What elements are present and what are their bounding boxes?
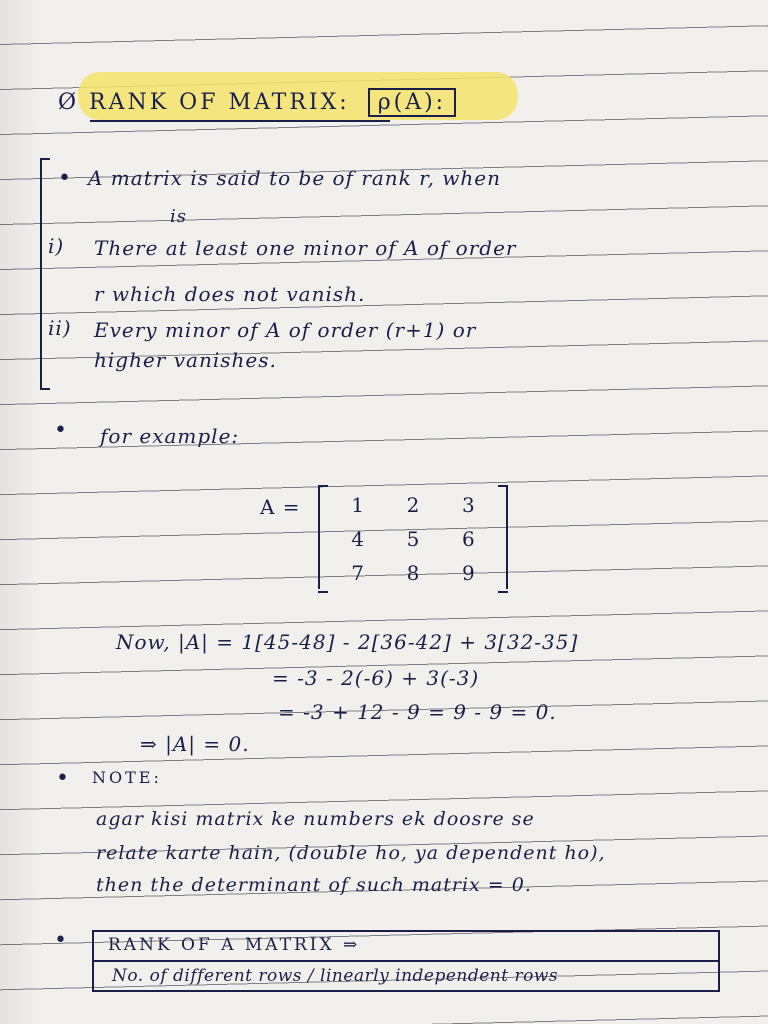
title-boxed-notation: ρ(A):: [368, 88, 456, 117]
matrix-cell: 9: [461, 561, 475, 585]
matrix-grid: [330, 493, 496, 585]
rank-definition-box: [92, 930, 720, 992]
condition-1-label: i): [48, 234, 65, 258]
determinant-calc-line-2: = -3 - 2(-6) + 3(-3): [272, 666, 480, 690]
definition-bracket: [40, 158, 50, 390]
condition-2-label: ii): [48, 316, 72, 340]
definition-insert-word: is: [170, 206, 187, 227]
page-title: [58, 88, 456, 117]
rank-box-subtitle: No. of different rows / linearly independent rows: [112, 966, 559, 986]
definition-intro: A matrix is said to be of rank r, when: [88, 166, 501, 190]
determinant-calc-line-3: = -3 + 12 - 9 = 9 - 9 = 0.: [278, 700, 557, 724]
title-text: RANK OF MATRIX:: [89, 90, 350, 115]
note-heading: NOTE:: [92, 768, 162, 787]
matrix-cell: 8: [406, 561, 420, 585]
condition-1-line-1: There at least one minor of A of order: [94, 236, 517, 260]
definition-bullet: •: [58, 166, 71, 191]
condition-2-line-2: higher vanishes.: [94, 348, 277, 372]
matrix-cell: 4: [351, 527, 365, 551]
matrix-cell: 2: [406, 493, 420, 517]
note-line-1: agar kisi matrix ke numbers ek doosre se: [96, 808, 535, 830]
note-line-3: then the determinant of such matrix = 0.: [96, 874, 532, 896]
rank-bullet: •: [54, 928, 67, 953]
matrix-a: [318, 485, 508, 589]
determinant-calc-line-1: Now, |A| = 1[45-48] - 2[36-42] + 3[32-35]: [116, 630, 579, 654]
note-line-2: relate karte hain, (double ho, ya dependent ho),: [96, 842, 606, 864]
title-underline: [90, 120, 390, 122]
example-bullet: •: [54, 418, 67, 443]
matrix-cell: 7: [351, 561, 365, 585]
matrix-cell: 6: [461, 527, 475, 551]
matrix-cell: 3: [461, 493, 475, 517]
rank-box-divider: [94, 960, 718, 962]
condition-1-line-2: r which does not vanish.: [94, 282, 366, 306]
example-heading: for example:: [100, 424, 240, 448]
matrix-cell: 5: [406, 527, 420, 551]
note-bullet: •: [56, 766, 69, 791]
matrix-cell: 1: [351, 493, 365, 517]
condition-2-line-1: Every minor of A of order (r+1) or: [94, 318, 477, 342]
rank-box-title: RANK OF A MATRIX ⇒: [108, 935, 361, 955]
matrix-label: A =: [260, 495, 301, 519]
determinant-result: ⇒ |A| = 0.: [140, 732, 250, 756]
title-prefix: Ø: [58, 90, 80, 115]
